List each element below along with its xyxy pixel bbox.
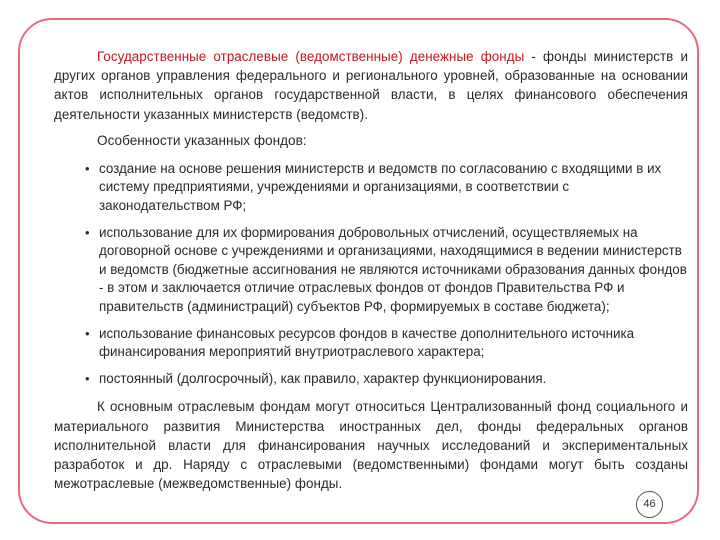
bullet-icon: • <box>85 160 90 176</box>
slide-content <box>54 47 688 493</box>
list-item-text: создание на основе решения министерств и ведомств по согласованию с входящими в их систему предприятиями, учреждениями и организациями, в соответствии с законодательством РФ; <box>99 160 662 213</box>
list-item-text: использование для их формирования добровольных отчислений, осуществляемых на договорной основе с учреждениями и организациями, находящимися в ведении министерств и ведомств (бюджетные ассигнования не являются источниками образования данных фондов - в этом и заключается отличие отраслевых фондов от фондов Правительства РФ и правительств (администраций) субъектов РФ, формируемых в составе бюджета); <box>99 224 687 314</box>
intro-term: Государственные отраслевые (ведомственные) денежные фонды <box>97 49 525 64</box>
features-heading: Особенности указанных фондов: <box>97 132 307 148</box>
list-item-text: постоянный (долгосрочный), как правило, характер функционирования. <box>99 370 547 386</box>
list-item <box>54 160 688 216</box>
list-item <box>54 224 688 317</box>
intro-definition: - фонды министерств и других органов управления федерального и регионального уровней, образованные на основании актов исполнительных органов государственной власти, в целях финансового обеспечения деятельности указанных министерств (ведомств). <box>54 49 688 122</box>
list-item <box>54 325 688 362</box>
features-list <box>54 160 688 389</box>
list-item <box>54 370 688 389</box>
closing-paragraph: К основным отраслевым фондам могут относиться Централизованный фонд социального и материального развития Министерства иностранных дел, фонды федеральных органов исполнительной власти для финансирования научных исследований и экспериментальных разработок и др. Наряду с отраслевыми (ведомственными) фондами могут быть созданы межотраслевые (межведомственные) фонды. <box>54 399 688 492</box>
intro-paragraph <box>54 47 688 124</box>
bullet-icon: • <box>85 370 90 386</box>
page-number-badge: 46 <box>636 491 663 518</box>
bullet-icon: • <box>85 325 90 341</box>
bullet-icon: • <box>85 224 90 240</box>
list-item-text: использование финансовых ресурсов фондов в качестве дополнительного источника финансирования мероприятий внутриотраслевого характера; <box>99 325 635 360</box>
